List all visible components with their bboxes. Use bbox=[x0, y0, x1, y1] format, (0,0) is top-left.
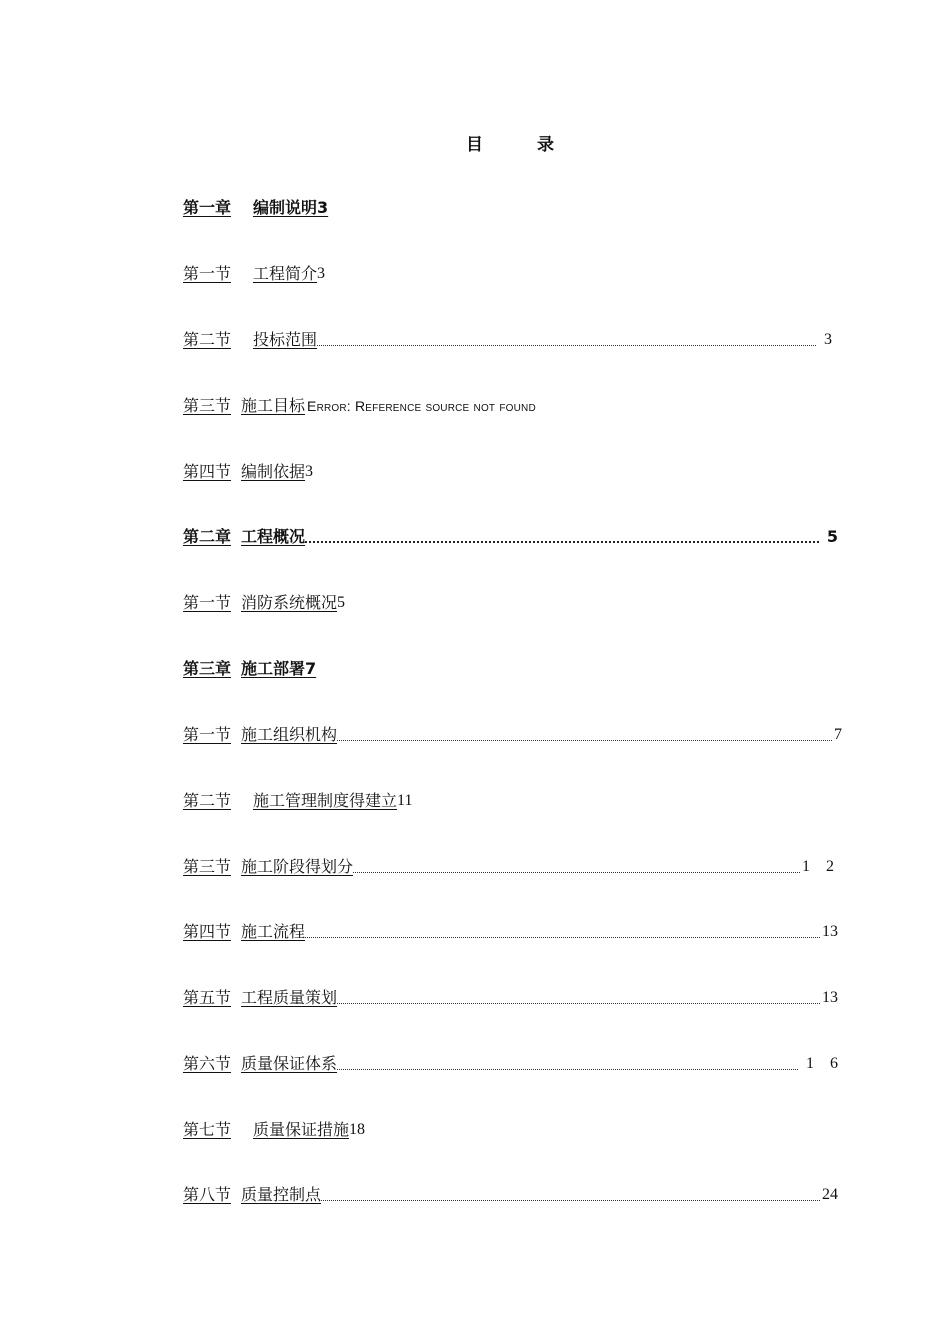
toc-section-3-2[interactable] bbox=[183, 789, 838, 811]
toc-entry-page: 1 6 bbox=[806, 1055, 844, 1072]
toc-chapter-1[interactable] bbox=[183, 196, 838, 218]
toc-entry-page: 3 bbox=[317, 265, 326, 282]
toc-chapter-2[interactable] bbox=[183, 525, 838, 547]
toc-entry-title: 施工组织机构 bbox=[241, 725, 338, 744]
toc-leader-dots bbox=[337, 1002, 820, 1004]
toc-entry-label bbox=[183, 1120, 349, 1140]
toc-entry-title: 施工流程 bbox=[241, 922, 306, 941]
toc-entry-title: 消防系统概况 bbox=[241, 593, 338, 612]
toc-leader-dots bbox=[337, 739, 832, 741]
toc-entry-number: 第八节 bbox=[183, 1185, 232, 1204]
toc-leader-dots bbox=[305, 936, 820, 938]
toc-section-3-8[interactable] bbox=[183, 1183, 838, 1205]
toc-entry-page: 18 bbox=[349, 1121, 366, 1138]
toc-entry-title: 质量保证体系 bbox=[241, 1054, 338, 1073]
toc-entry-number: 第七节 bbox=[183, 1120, 232, 1139]
toc-entry-number: 第三节 bbox=[183, 857, 232, 876]
toc-entry-label bbox=[183, 922, 305, 942]
toc-entry-number: 第二节 bbox=[183, 791, 232, 810]
toc-entry-page: 3 bbox=[317, 198, 329, 217]
toc-entry-title: 编制说明 bbox=[253, 198, 318, 217]
toc-entry-title: 质量保证措施 bbox=[253, 1120, 350, 1139]
toc-entry-number: 第五节 bbox=[183, 988, 232, 1007]
toc-entry-page: 1 2 bbox=[802, 858, 840, 875]
toc-entry-title: 施工目标 bbox=[241, 396, 306, 415]
title-char-2: 录 bbox=[537, 135, 554, 155]
toc-entry-title: 工程概况 bbox=[241, 527, 306, 546]
toc-entry-label bbox=[183, 396, 305, 416]
toc-entry-number: 第四节 bbox=[183, 462, 232, 481]
toc-entry-number: 第二章 bbox=[183, 527, 232, 546]
toc-entry-label bbox=[183, 1054, 337, 1074]
toc-entry-page: 7 bbox=[305, 659, 317, 678]
toc-leader-dots bbox=[317, 344, 816, 346]
toc-entry-label bbox=[183, 198, 328, 218]
toc-entry-number: 第一节 bbox=[183, 593, 232, 612]
toc-entry-label bbox=[183, 330, 317, 350]
toc-entry-title: 工程质量策划 bbox=[241, 988, 338, 1007]
toc-entry-page: 5 bbox=[337, 594, 346, 611]
toc-entry-label bbox=[183, 725, 337, 745]
toc-entry-title: 编制依据 bbox=[241, 462, 306, 481]
toc-entry-page: 24 bbox=[822, 1186, 838, 1203]
title-char-1: 目 bbox=[466, 135, 483, 155]
toc-entry-number: 第一节 bbox=[183, 264, 232, 283]
toc-section-3-7[interactable] bbox=[183, 1118, 838, 1140]
toc-section-3-6[interactable] bbox=[183, 1052, 844, 1074]
toc-entry-label bbox=[183, 1185, 321, 1205]
table-of-contents bbox=[183, 0, 844, 1344]
toc-entry-number: 第六节 bbox=[183, 1054, 232, 1073]
toc-entry-page: 7 bbox=[834, 726, 842, 743]
toc-entry-label bbox=[183, 857, 353, 877]
toc-entry-title: 投标范围 bbox=[253, 330, 318, 349]
toc-entry-label bbox=[183, 462, 305, 482]
toc-leader-dots bbox=[305, 540, 819, 543]
toc-entry-number: 第一节 bbox=[183, 725, 232, 744]
toc-leader-dots bbox=[321, 1199, 820, 1201]
toc-entry-label bbox=[183, 791, 397, 811]
toc-entry-label bbox=[183, 527, 305, 547]
toc-section-1-2[interactable] bbox=[183, 328, 838, 350]
toc-section-3-5[interactable] bbox=[183, 986, 838, 1008]
toc-section-3-4[interactable] bbox=[183, 920, 838, 942]
toc-entry-title: 质量控制点 bbox=[241, 1185, 322, 1204]
toc-entry-label bbox=[183, 264, 317, 284]
toc-entry-page: 13 bbox=[822, 989, 838, 1006]
toc-entry-page: 3 bbox=[824, 331, 832, 348]
toc-entry-number: 第三节 bbox=[183, 396, 232, 415]
toc-entry-page: 3 bbox=[305, 463, 314, 480]
toc-entry-title: 工程简介 bbox=[253, 264, 318, 283]
toc-entry-page: 13 bbox=[822, 923, 838, 940]
toc-leader-dots bbox=[337, 1068, 798, 1070]
toc-entry-label bbox=[183, 988, 337, 1008]
toc-entry-label bbox=[183, 659, 316, 679]
toc-entry-label bbox=[183, 593, 337, 613]
toc-entry-title: 施工阶段得划分 bbox=[241, 857, 354, 876]
toc-entry-number: 第一章 bbox=[183, 198, 232, 217]
toc-section-3-3[interactable] bbox=[183, 855, 838, 877]
toc-section-1-1[interactable] bbox=[183, 262, 838, 284]
toc-section-2-1[interactable] bbox=[183, 591, 838, 613]
toc-section-3-1[interactable] bbox=[183, 723, 842, 745]
toc-entry-page: 5 bbox=[826, 527, 838, 546]
toc-entry-page-error: Error: Reference source not found bbox=[307, 398, 536, 414]
toc-entry-number: 第四节 bbox=[183, 922, 232, 941]
toc-entry-title: 施工部署 bbox=[241, 659, 306, 678]
toc-section-1-4[interactable] bbox=[183, 460, 838, 482]
toc-chapter-3[interactable] bbox=[183, 657, 838, 679]
toc-leader-dots bbox=[353, 871, 800, 873]
toc-entry-number: 第三章 bbox=[183, 659, 232, 678]
toc-entry-page: 11 bbox=[397, 792, 413, 809]
toc-section-1-3[interactable] bbox=[183, 394, 838, 416]
toc-entry-number: 第二节 bbox=[183, 330, 232, 349]
toc-entry-title: 施工管理制度得建立 bbox=[253, 791, 398, 810]
